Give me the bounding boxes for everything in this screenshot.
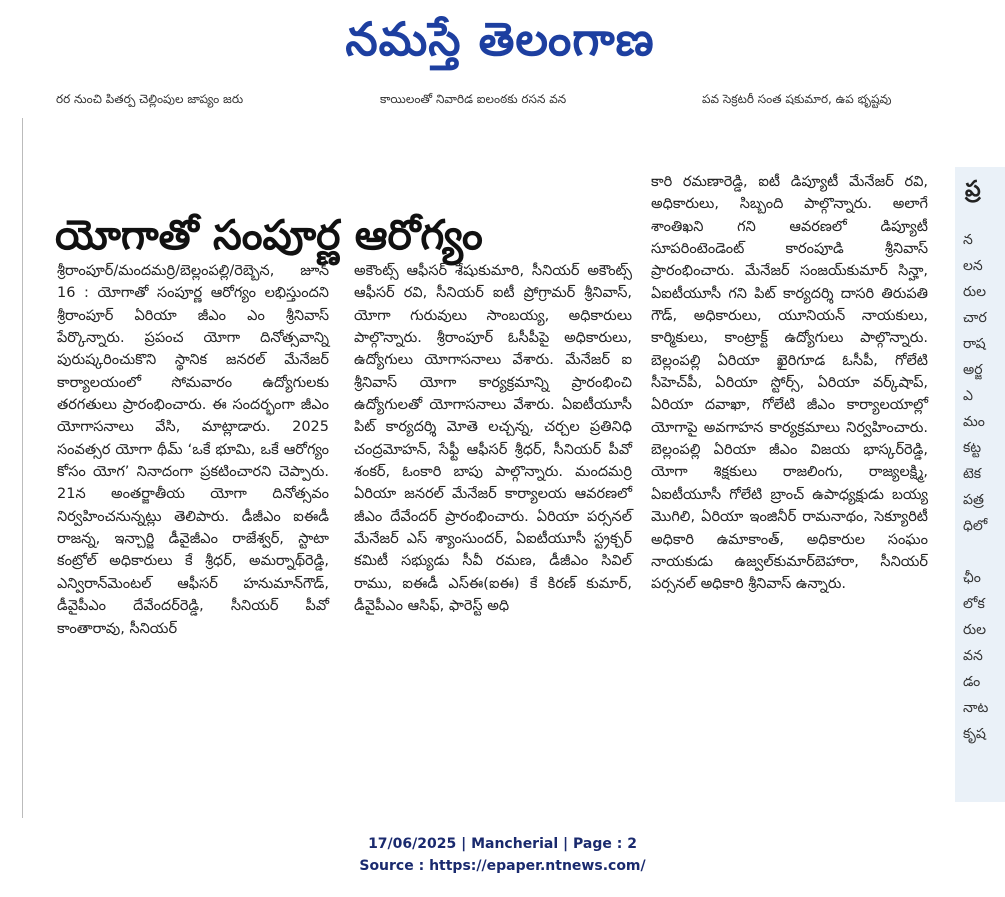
column-rule bbox=[22, 118, 23, 818]
sidebar-line: కృష bbox=[963, 726, 986, 742]
sidebar-line: మం bbox=[963, 414, 985, 430]
strip-text-2: కాయిలంతో నివారిడ ఐలంఠకు రసన వన bbox=[380, 92, 567, 106]
strip-text-1: రర నుంచి పితర్ప చెల్లింపుల జాప్యం జరు bbox=[56, 92, 244, 106]
article-column-2 bbox=[354, 260, 632, 810]
sidebar-line: ఎ bbox=[963, 388, 973, 404]
sidebar-line: ధిలో bbox=[963, 518, 988, 534]
sidebar-line: అర్జ bbox=[963, 362, 983, 378]
article-headline: యోగాతో సంపూర్ణ ఆరోగ్యం bbox=[55, 211, 483, 260]
article-column-3 bbox=[651, 171, 928, 807]
sidebar-line: చార bbox=[963, 310, 987, 326]
footer-date-edition: 17/06/2025 | Mancherial | Page : 2 bbox=[368, 836, 637, 852]
sidebar-line: వన bbox=[963, 648, 983, 664]
strip-text-3: పవ సెక్రటరీ సంత షకుమార, ఉప భృష్టవు bbox=[702, 92, 892, 106]
masthead bbox=[0, 0, 1005, 78]
footer-source-link[interactable]: Source : https://epaper.ntnews.com/ bbox=[359, 858, 646, 874]
sidebar-line: లోక bbox=[963, 596, 985, 612]
sidebar-line bbox=[963, 539, 1005, 565]
sidebar-line: రాష bbox=[963, 336, 986, 352]
article-text-col2: అకౌంట్స్ ఆఫీసర్ శేషుకుమారి, సీనియర్ అకౌంట్స్ ఆఫీసర్ రవి, సీనియర్ ఐటీ ప్రోగ్రామర్ శ్రీనివాస్, యోగా గురువులు సాంబయ్య, అధికారులు పాల్గొన్నారు. శ్రీరాంపూర్ ఓసీపీపై అధికారులు, ఉద్యోగులు యోగాసనాలు వేశారు. మేనేజర్ ఐ శ్రీనివాస్ యోగా కార్యక్రమాన్ని ప్రారంభించి ఉద్యోగులతో యోగాసనాలు వేశారు. ఏఐటీయూసీ పిట్ కార్యదర్శి మోతె లచ్చన్న, చర్చల ప్రతినిధి చంద్రమోహన్, సేఫ్టీ ఆఫీసర్ శ్రీధర్, సీనియర్ పీవో శంకర్, ఓంకారి బాపు పాల్గొన్నారు. మందమర్రి ఏరియా జనరల్ మేనేజర్ కార్యాలయ ఆవరణలో జీఎం దేవేందర్ ప్రారంభించారు. ఏరియా పర్సనల్ మేనేజర్ ఎస్ శ్యాంసుందర్, ఏఐటీయూసీ స్ట్రక్చర్ కమిటీ సభ్యుడు సీవీ రమణ, డీజీఎం సివిల్ రాము, ఐఈడీ ఎస్ఈ(ఐఈ) కే కిరణ్ కుమార్, డీవైపీఎం ఆసిఫ్, ఫారెస్ట్ అధి bbox=[354, 263, 632, 615]
sidebar-line: కట్ట bbox=[963, 440, 982, 456]
article-text-col3: కారి రమణారెడ్డి, ఐటీ డిప్యూటీ మేనేజర్ రవి, అధికారులు, సిబ్బంది పాల్గొన్నారు. అలాగే శాంతిఖని గని ఆవరణలో డిప్యూటీ సూపరింటెండెంట్ కారంపూడి శ్రీనివాస్ ప్రారంభించారు. మేనేజర్ సంజయ్‌కుమార్ సిన్హా, ఏఐటీయూసీ గని పిట్ కార్యదర్శి దాసరి తిరుపతి గౌడ్, అధికారులు, యూనియన్ నాయకులు, కార్మికులు, కాంట్రాక్ట్ ఉద్యోగులు పాల్గొన్నారు. బెల్లంపల్లి ఏరియా ఖైరిగూడ ఓసీపీ, గోలేటి సీహెచ్‌పీ, ఏరియా స్టోర్స్, ఏరియా వర్క్‌షాప్, ఏరియా దవాఖా, గోలేటి జీఎం కార్యాలయాల్లో యోగాపై అవగాహన కార్యక్రమాలు నిర్వహించారు. బెల్లంపల్లి ఏరియా జీఎం విజయ భాస్కర్‌రెడ్డి, యోగా శిక్షకులు రాజలింగు, రాజ్యలక్ష్మి, ఏఐటీయూసీ గోలేటి బ్రాంచ్ ఉపాధ్యక్షుడు బయ్య మొగిలి, ఏరియా ఇంజినీర్ రామనాథం, సెక్యూరిటీ అధికారి ఉమాకాంత్, అధికారుల సంఘం నాయకుడు ఉజ్వల్‌కుమార్‌బెహారా, సీనియర్ పర్సనల్ అధికారి శ్రీనివాస్ ఉన్నారు. bbox=[651, 174, 928, 593]
page-footer bbox=[0, 833, 1005, 877]
sidebar-line: న bbox=[963, 232, 973, 248]
sidebar-line: లన bbox=[963, 258, 983, 274]
sidebar-line: నాట bbox=[963, 700, 989, 716]
article-column-1 bbox=[57, 260, 329, 760]
previous-article-strip bbox=[22, 92, 1005, 112]
adjacent-article-sidebar bbox=[955, 167, 1005, 802]
sidebar-line: ఛీం bbox=[963, 570, 981, 586]
sidebar-heading: ప్ర bbox=[965, 177, 981, 202]
sidebar-line: డం bbox=[963, 674, 981, 690]
sidebar-line: రుల bbox=[963, 622, 987, 638]
sidebar-line: టెక bbox=[963, 466, 982, 482]
sidebar-body bbox=[963, 227, 1005, 747]
article-text-col1: శ్రీరాంపూర్/మందమర్రి/బెల్లంపల్లి/రెబ్బెన, జూన్ 16 : యోగాతో సంపూర్ణ ఆరోగ్యం లభిస్తుందని శ్రీరాంపూర్ ఏరియా జీఎం ఎం శ్రీనివాస్ పేర్కొన్నారు. ప్రపంచ యోగా దినోత్సవాన్ని పురుష్కరించుకొని స్థానిక జనరల్ మేనేజర్ కార్యాలయంలో సోమవారం ఉద్యోగులకు తరగతులు ప్రారంభించారు. ఈ సందర్భంగా జీఎం యోగాసనాలు వేసి, మాట్లాడారు. 2025 సంవత్సర యోగా థీమ్ ‘ఒకే భూమి, ఒకే ఆరోగ్యం కోసం యోగ’ నినాదంగా ప్రకటించారని చెప్పారు. 21న అంతర్జాతీయ యోగా దినోత్సవం నిర్వహించనున్నట్లు తెలిపారు. డీజీఎం ఐఈడీ రాజన్న, ఇన్చార్జి డీవైజీఎం రాజేశ్వర్, స్టాటా కంట్రోల్ అధికారులు కే శ్రీధర్, అమర్నాథ్‌రెడ్డి, ఎన్విరాన్‌మెంటల్ ఆఫీసర్ హనుమాన్‌గౌడ్, డీవైపీఎం దేవేందర్‌రెడ్డి, సీనియర్ పీవో కాంతారావు, సీనియర్ bbox=[57, 263, 329, 637]
newspaper-logo: నమస్తే తెలంగాణ bbox=[345, 12, 655, 66]
sidebar-line: పత్ర bbox=[963, 492, 984, 508]
sidebar-line: రుల bbox=[963, 284, 987, 300]
